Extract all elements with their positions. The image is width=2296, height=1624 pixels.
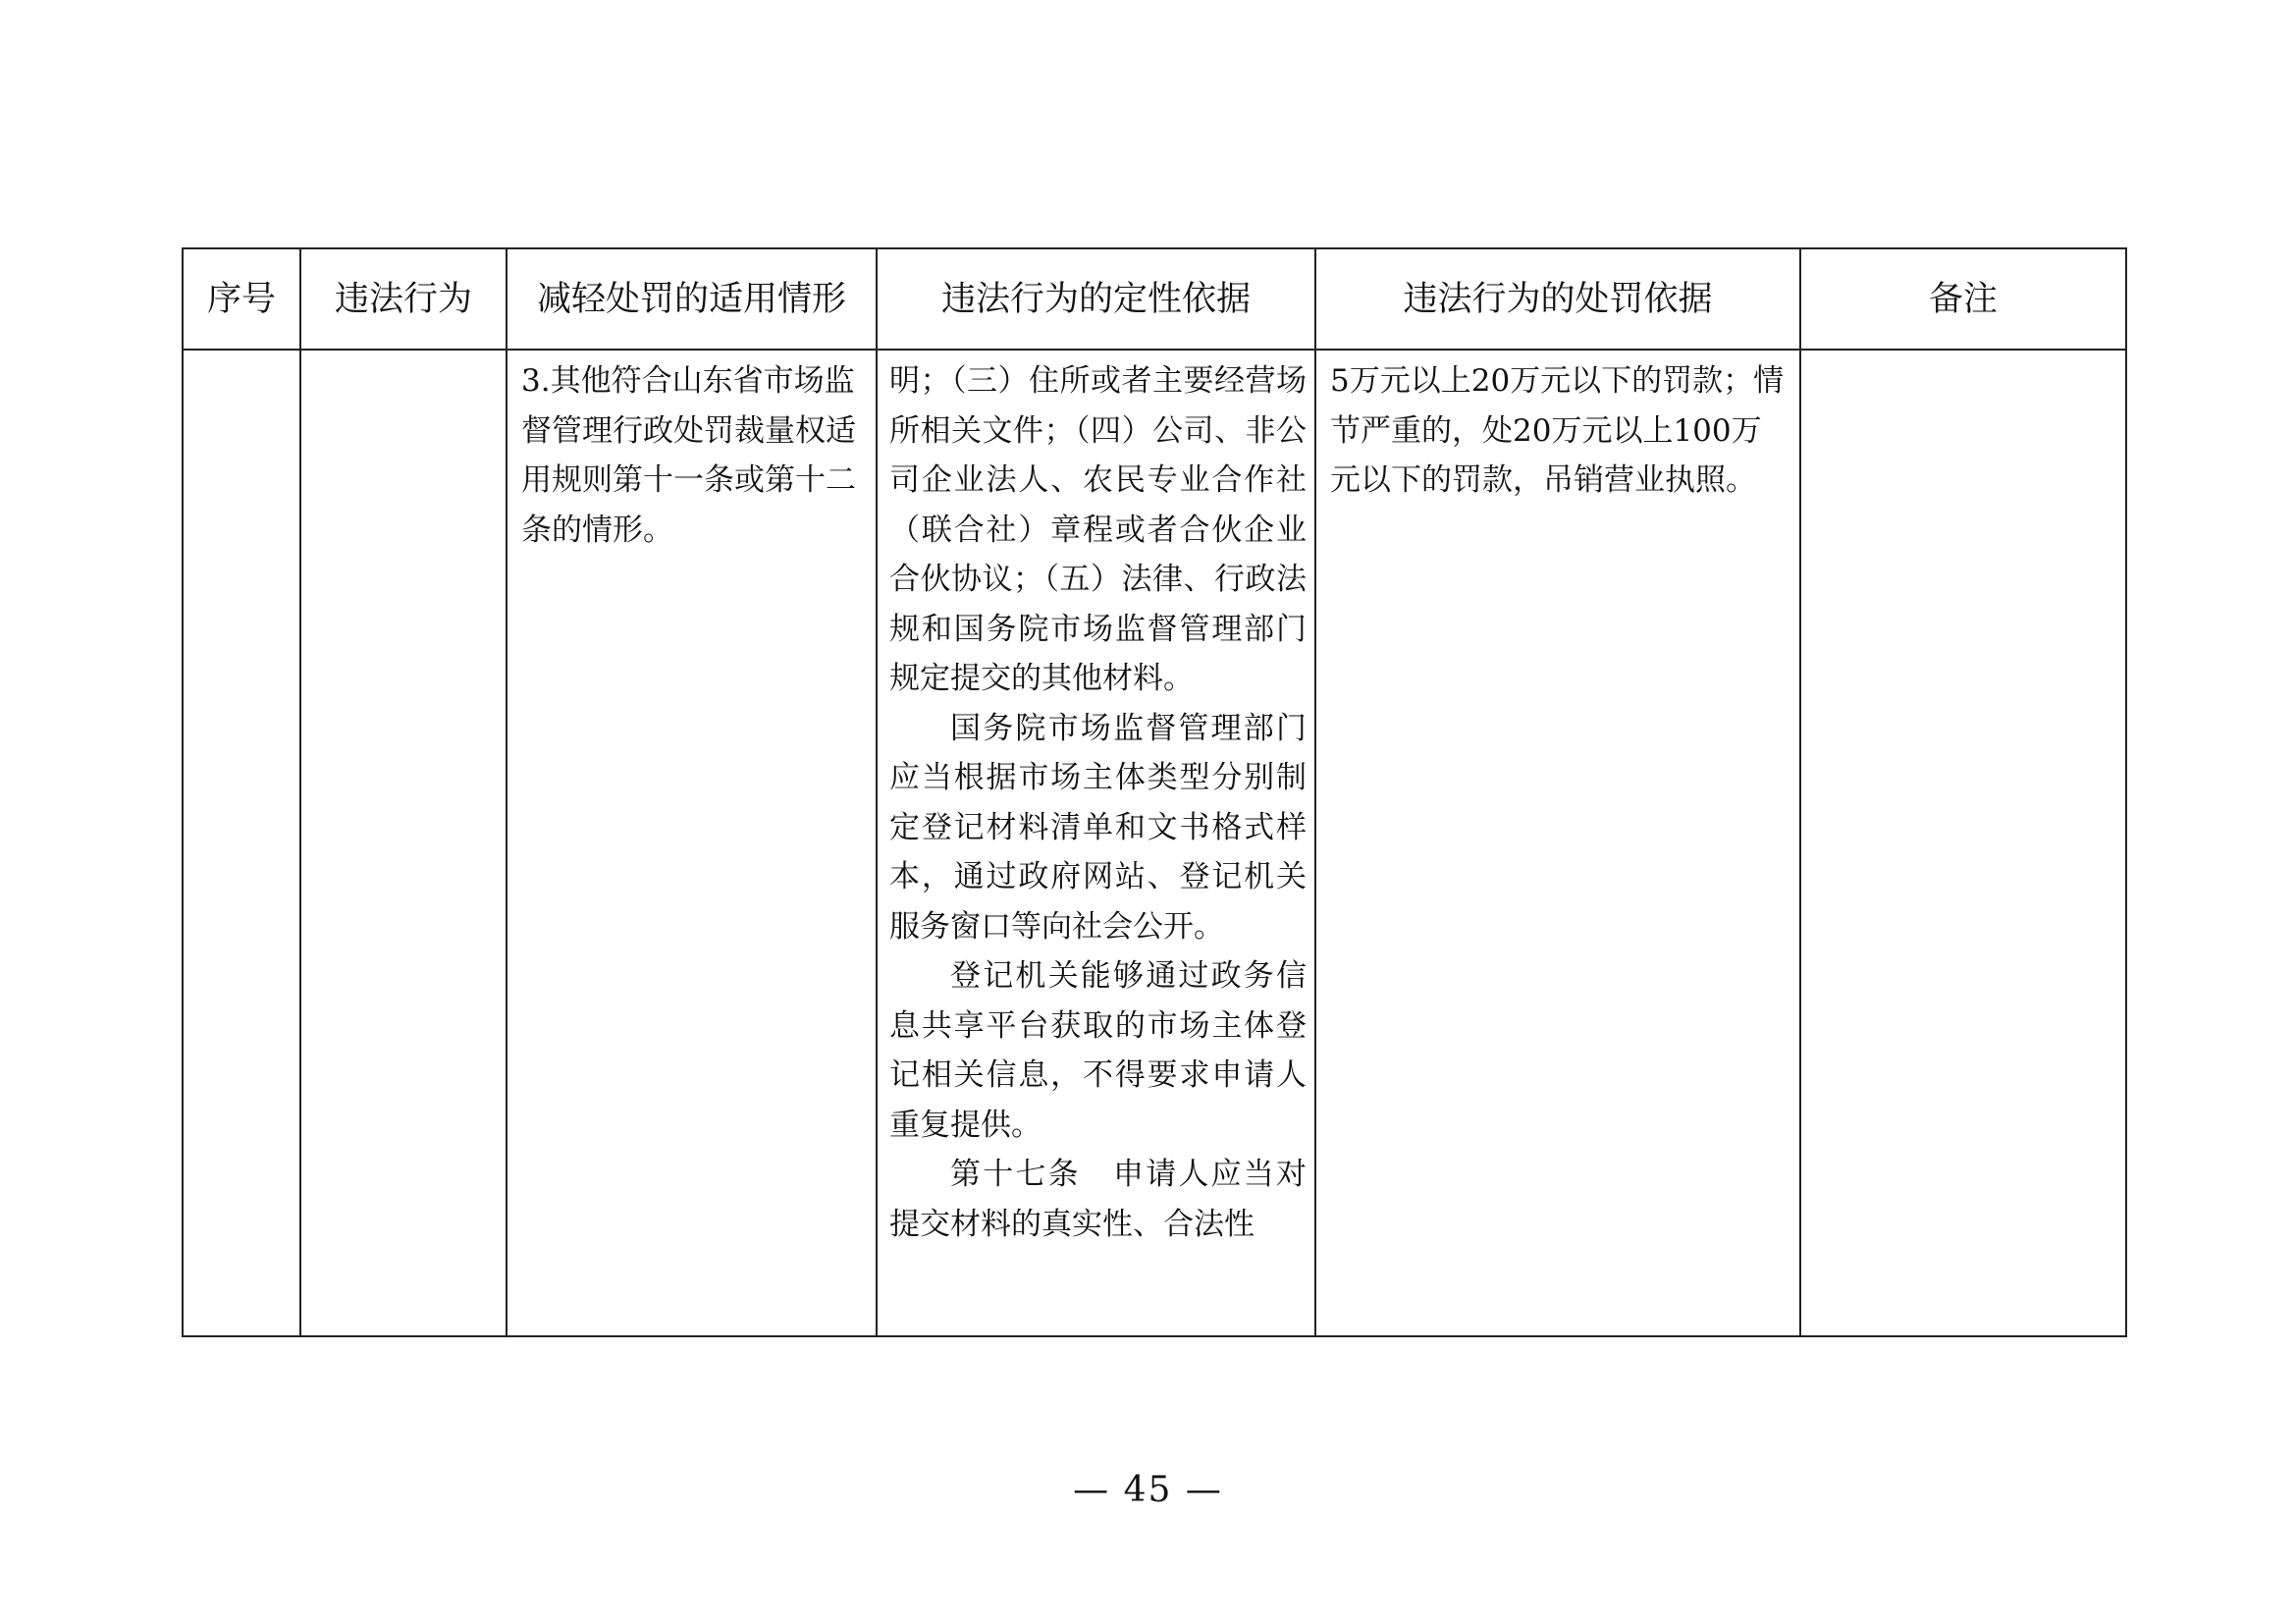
document-table [182, 247, 2127, 1337]
penalty-text: 5万元以上20万元以下的罚款；情节严重的，处20万元以上100万元以下的罚款，吊销营业执照。 [1330, 363, 1785, 498]
header-basis: 违法行为的定性依据 [877, 248, 1315, 350]
basis-paragraph: 登记机关能够通过政务信息共享平台获取的市场主体登记相关信息，不得要求申请人重复提供。 [889, 958, 1307, 1143]
basis-text [878, 351, 1314, 1249]
page-number: — 45 — [1073, 1470, 1223, 1510]
cell-penalty [1315, 350, 1800, 1336]
cell-mitigation [507, 350, 877, 1336]
table-header-row [183, 248, 2126, 350]
mitigation-text: 3.其他符合山东省市场监督管理行政处罚裁量权适用规则第十一条或第十二条的情形。 [521, 363, 856, 548]
header-penalty: 违法行为的处罚依据 [1315, 248, 1800, 350]
cell-basis [877, 350, 1315, 1336]
basis-paragraph: 明；（三）住所或者主要经营场所相关文件；（四）公司、非公司企业法人、农民专业合作社（联合社）章程或者合伙企业合伙协议；（五）法律、行政法规和国务院市场监督管理部门规定提交的其他材料。 [889, 363, 1307, 696]
cell-violation [300, 350, 507, 1336]
header-mitigation [507, 248, 877, 350]
header-violation: 违法行为 [300, 248, 507, 350]
header-seq: 序号 [183, 248, 300, 350]
cell-remarks [1800, 350, 2126, 1336]
header-remarks: 备注 [1800, 248, 2126, 350]
basis-paragraph: 国务院市场监督管理部门应当根据市场主体类型分别制定登记材料清单和文书格式样本，通过政府网站、登记机关服务窗口等向社会公开。 [889, 710, 1307, 945]
table-row [183, 350, 2126, 1336]
header-mitigation-label: 减轻处罚的适用情形 [536, 279, 846, 319]
basis-paragraph: 第十七条 申请人应当对提交材料的真实性、合法性 [889, 1157, 1307, 1242]
cell-seq [183, 350, 300, 1336]
